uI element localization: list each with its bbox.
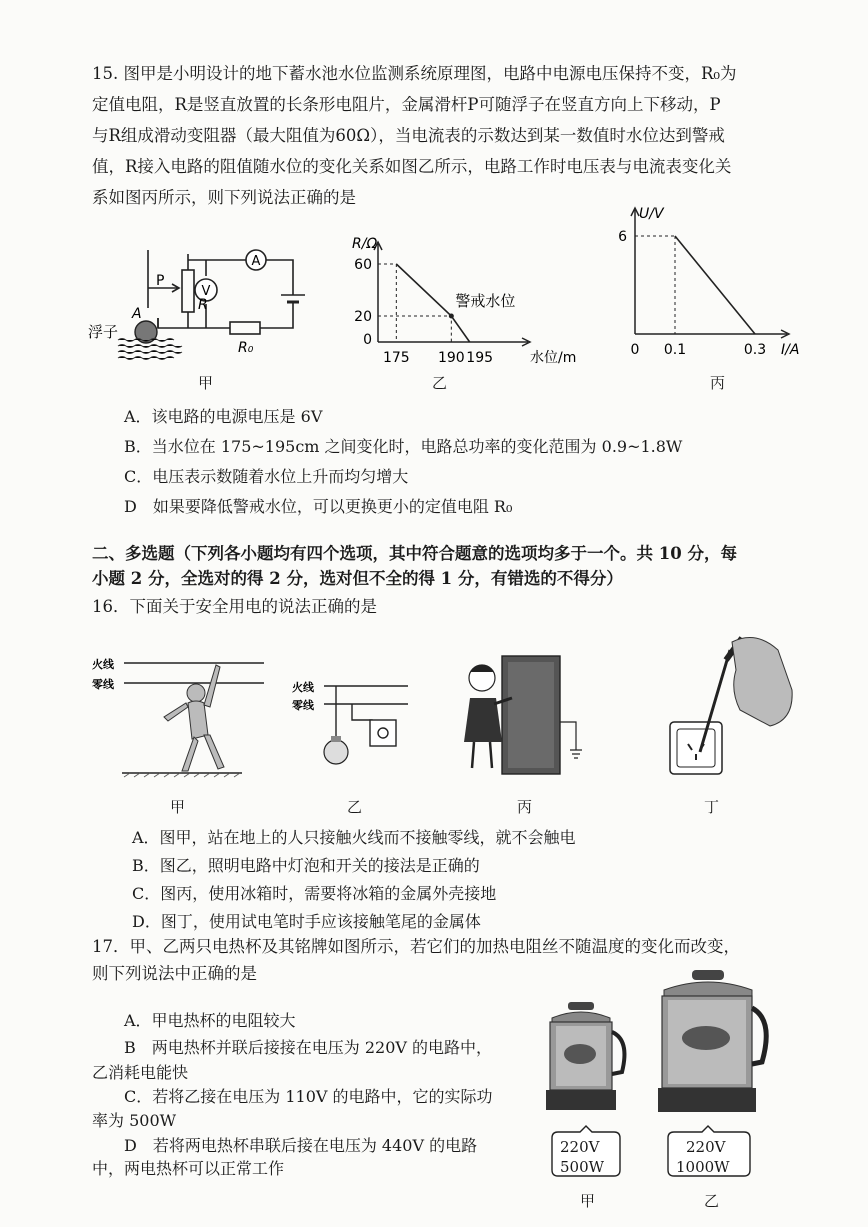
nameplate-jia-power: 500W — [560, 1158, 605, 1176]
x-tick-0.1: 0.1 — [663, 342, 687, 358]
q15-line-1: 15. 图甲是小明设计的地下蓄水池水位监测系统原理图，电路中电源电压保持不变，R₀为 — [92, 64, 737, 83]
warning-point — [449, 314, 454, 319]
q15-option-d[interactable]: D 如果要降低警戒水位，可以更换更小的定值电阻 R₀ — [124, 497, 513, 516]
q17-option-c[interactable]: C．若将乙接在电压为 110V 的电路中，它的实际功 — [124, 1087, 493, 1106]
q17-option-d[interactable]: D 若将两电热杯串联后接在电压为 440V 的电路 — [124, 1136, 478, 1155]
q17-option-c-cont: 率为 500W — [92, 1111, 177, 1130]
q16-caption-yi: 乙 — [347, 798, 363, 816]
annotation-warning-level: 警戒水位 — [455, 292, 516, 310]
person-icon — [164, 665, 224, 771]
dash-190 — [378, 316, 451, 342]
q15-line-2: 定值电阻，R是竖直放置的长条形电阻片，金属滑杆P可随浮子在竖直方向上下移动，P — [92, 95, 721, 114]
caption-yi: 乙 — [432, 374, 448, 392]
q15-option-a[interactable]: A．该电路的电源电压是 6V — [124, 407, 323, 426]
q17-line-2: 则下列说法中正确的是 — [92, 964, 257, 983]
socket-icon — [670, 722, 722, 774]
q17-option-b-cont: 乙消耗电能快 — [92, 1063, 189, 1082]
label-R: R — [198, 297, 208, 313]
q16-option-b[interactable]: B．图乙，照明电路中灯泡和开关的接法是正确的 — [132, 856, 480, 875]
nameplate-yi-voltage: 220V — [686, 1138, 726, 1156]
ammeter-label: A — [251, 254, 261, 269]
light-bulb-icon — [324, 736, 348, 764]
x-tick-195: 195 — [466, 350, 494, 366]
label-R0: R₀ — [238, 340, 254, 356]
label-A: A — [132, 306, 142, 322]
kettle-jia-icon — [542, 1000, 632, 1125]
label-live-wire: 火线 — [92, 658, 114, 671]
kettle-caption-yi: 乙 — [704, 1192, 720, 1210]
q17-option-a[interactable]: A．甲电热杯的电阻较大 — [124, 1011, 296, 1030]
x-axis-label: I/A — [781, 342, 800, 358]
q15-line-4: 值，R接入电路的阻值随水位的变化关系如图乙所示，电路工作时电压表与电流表变化关 — [92, 157, 732, 176]
x-tick-0.3: 0.3 — [743, 342, 767, 358]
voltmeter-label: V — [201, 284, 211, 299]
y-tick-60: 60 — [354, 257, 372, 273]
q17-option-d-cont: 中，两电热杯可以正常工作 — [92, 1159, 285, 1178]
x-axis-label: 水位/m — [530, 350, 577, 366]
q16-fig-yi — [292, 680, 412, 775]
q15-option-b[interactable]: B．当水位在 175~195cm 之间变化时，电路总功率的变化范围为 0.9~1.8W — [124, 437, 683, 456]
q17-line-1: 17．甲、乙两只电热杯及其铭牌如图所示，若它们的加热电阻丝不随温度的变化而改变， — [92, 937, 740, 956]
hand-icon — [732, 638, 792, 727]
q16-stem: 16．下面关于安全用电的说法正确的是 — [92, 597, 377, 616]
caption-bing: 丙 — [710, 374, 726, 392]
nameplate-yi-power: 1000W — [676, 1158, 730, 1176]
label-float: 浮子 — [88, 323, 119, 341]
kettle-caption-jia: 甲 — [580, 1192, 596, 1210]
y-axis-label: R/Ω — [352, 236, 378, 252]
q16-fig-bing — [450, 650, 610, 780]
q15-line-5: 系如图丙所示，则下列说法正确的是 — [92, 188, 356, 207]
q16-fig-jia — [92, 655, 272, 780]
label-P: P — [156, 273, 165, 289]
y-tick-0: 0 — [363, 332, 372, 348]
q16-fig-ding — [660, 630, 800, 782]
kettle-yi-icon — [656, 968, 772, 1126]
y-axis-label: U/V — [639, 206, 664, 222]
q16-option-c[interactable]: C．图丙，使用冰箱时，需要将冰箱的金属外壳接地 — [132, 884, 497, 903]
q16-option-a[interactable]: A．图甲，站在地上的人只接触火线而不接触零线，就不会触电 — [132, 828, 576, 847]
q15-option-c[interactable]: C．电压表示数随着水位上升而均匀增大 — [124, 467, 409, 486]
label-neutral-wire: 零线 — [92, 678, 114, 691]
x-tick-175: 175 — [382, 350, 410, 366]
section2-heading-line-1: 二、多选题（下列各小题均有四个选项，其中符合题意的选项均多于一个。共 10 分，每 — [92, 544, 737, 563]
q17-option-b[interactable]: B 两电热杯并联后接接在电压为 220V 的电路中， — [124, 1038, 493, 1057]
x-tick-0: 0 — [630, 342, 640, 358]
chart-bing — [615, 204, 805, 366]
series-line — [675, 236, 755, 334]
caption-jia: 甲 — [198, 374, 214, 392]
section2-heading-line-2: 小题 2 分，全选对的得 2 分，选对但不全的得 1 分，有错选的不得分） — [92, 569, 623, 588]
q16-option-d[interactable]: D．图丁，使用试电笔时手应该接触笔尾的金属体 — [132, 912, 481, 931]
q15-line-3: 与R组成滑动变阻器（最大阻值为60Ω），当电流表的示数达到某一数值时水位达到警戒 — [92, 126, 725, 145]
chart-yi — [350, 236, 590, 371]
fridge-icon — [502, 656, 560, 774]
nameplate-jia-voltage: 220V — [560, 1138, 600, 1156]
circuit-diagram-jia — [88, 240, 308, 370]
label-neutral-wire-2: 零线 — [292, 699, 314, 712]
q16-caption-bing: 丙 — [517, 798, 533, 816]
y-tick-20: 20 — [354, 309, 372, 325]
q16-caption-ding: 丁 — [704, 798, 720, 816]
x-tick-190: 190 — [437, 350, 465, 366]
label-live-wire-2: 火线 — [292, 681, 314, 694]
y-tick-6: 6 — [618, 229, 627, 245]
q16-caption-jia: 甲 — [170, 798, 186, 816]
